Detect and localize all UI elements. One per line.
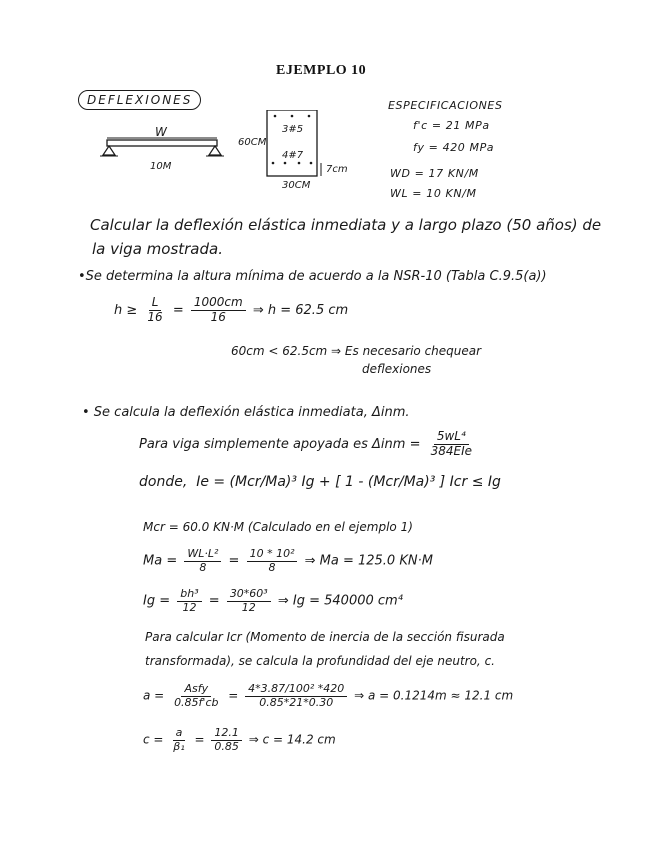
fraction-num: L: [149, 296, 162, 311]
beam-body: [107, 140, 217, 146]
check-text: 60cm < 62.5cm ⇒ Es necesario chequear: [231, 344, 482, 358]
fraction-den: 0.85: [214, 739, 239, 753]
spec-fc: f'c = 21 MPa: [413, 119, 490, 132]
fraction-l-16: [144, 296, 165, 325]
bottom-bar: [284, 162, 287, 165]
ma-fraction-2: [247, 548, 298, 574]
fraction-num: bh³: [177, 588, 201, 602]
icr-line-1: Para calcular Icr (Momento de inercia de la sección fisurada: [145, 630, 505, 644]
icr-line-2: transformada), se calcula la profundidad del eje neutro, c.: [145, 654, 495, 668]
a-equation: a = $\frac{\text{Asfy}}{0.85f'cb}$ = $\frac{\text{4*3.87/100² *420}}{0.85*21*0.30}$ ⇒ a = 0.1214m ≈ 12.1 cm: [143, 682, 514, 709]
a-lhs: a =: [143, 688, 165, 703]
fraction-den: 0.85f'cb: [174, 695, 219, 709]
fraction-den: 12: [182, 600, 197, 614]
cover-label: 7cm: [326, 164, 348, 175]
section-label: DEFLEXIONES: [78, 90, 201, 110]
fraction-num: 4*3.87/100² *420: [245, 683, 347, 697]
deflection-fraction: [428, 430, 475, 459]
fraction-den: β₁: [173, 739, 185, 753]
bottom-bar: [310, 162, 313, 165]
right-support-icon: [209, 146, 221, 155]
fraction-num: 1000cm: [191, 296, 246, 311]
width-label: 30CM: [282, 180, 311, 191]
c-result: ⇒ c = 14.2 cm: [248, 732, 336, 747]
ma-lhs: Ma =: [143, 553, 178, 569]
fraction-den: 16: [147, 309, 163, 324]
ma-result: ⇒ Ma = 125.0 KN·M: [304, 553, 433, 569]
equals: =: [172, 302, 184, 318]
left-support-icon: [103, 146, 115, 155]
check-text-2: deflexiones: [362, 362, 432, 376]
fraction-den: 16: [210, 309, 226, 324]
fraction-num: 10 * 10²: [247, 548, 298, 562]
top-bar: [274, 115, 277, 118]
fraction-num: a: [173, 727, 186, 741]
ie-equation: [139, 474, 501, 490]
fraction-1000-16: [191, 296, 246, 325]
fraction-den: 384EIe: [430, 443, 473, 458]
step2-text: • Se calcula la deflexión elástica inmediata, Δinm.: [82, 405, 410, 420]
fraction-num: Asfy: [181, 683, 211, 697]
ig-result: ⇒ Ig = 540000 cm⁴: [277, 593, 403, 609]
ie-formula: Ie = (Mcr/Ma)³ Ig + [ 1 - (Mcr/Ma)³ ] Icr ≤ Ig: [196, 474, 501, 490]
intro-line-1: Calcular la deflexión elástica inmediata y a largo plazo (50 años) de: [90, 216, 602, 234]
top-bar: [291, 115, 294, 118]
donde-label: donde,: [139, 474, 188, 490]
spec-fy: fy = 420 MPa: [413, 141, 495, 154]
bottom-bar: [298, 162, 301, 165]
ma-fraction-1: [184, 548, 221, 574]
a-result: ⇒ a = 0.1214m ≈ 12.1 cm: [354, 688, 514, 703]
fraction-den: 8: [199, 560, 207, 574]
cross-section: [267, 110, 317, 176]
a-fraction-2: [245, 683, 347, 709]
fraction-num: WL·L²: [184, 548, 221, 562]
c-lhs: c =: [143, 732, 164, 747]
height-label: 60CM: [238, 137, 267, 148]
fraction-den: 8: [268, 560, 276, 574]
top-rebar-label: 3#5: [282, 124, 304, 135]
c-fraction-2: [211, 727, 242, 753]
ig-lhs: Ig =: [143, 593, 171, 609]
beam-figure: [95, 110, 385, 200]
top-bar: [308, 115, 311, 118]
page-title: EJEMPLO 10: [276, 63, 367, 78]
spec-wd: WD = 17 KN/M: [390, 167, 479, 180]
fraction-num: 30*60³: [227, 588, 271, 602]
fraction-den: 12: [241, 600, 256, 614]
deflection-text: Para viga simplemente apoyada es Δinm =: [139, 436, 421, 452]
c-fraction-1: [170, 727, 187, 753]
ig-fraction-1: [177, 588, 201, 614]
step1-text: •Se determina la altura mínima de acuerdo a la NSR-10 (Tabla C.9.5(a)): [78, 269, 547, 284]
bottom-bar: [272, 162, 275, 165]
load-label: W: [155, 125, 167, 139]
fraction-num: 12.1: [211, 727, 242, 741]
hmin-result: ⇒ h = 62.5 cm: [252, 302, 349, 318]
ma-equation: Ma = $\frac{\text{WL·L²}}{8}$ = $\frac{\text{10 * 10²}}{8}$ ⇒ Ma = 125.0 KN·M: [143, 547, 433, 574]
fraction-num: 5wL⁴: [434, 430, 469, 445]
hmin-equation: [114, 296, 348, 325]
ig-fraction-2: [227, 588, 271, 614]
spec-wl: WL = 10 KN/M: [390, 187, 477, 200]
hmin-lhs: h ≥: [114, 302, 138, 318]
c-equation: c = $\frac{a}{\text{β₁}}$ = $\frac{12.1}{0.85}$ ⇒ c = 14.2 cm: [143, 726, 336, 753]
fraction-den: 0.85*21*0.30: [259, 695, 334, 709]
span-label: 10M: [150, 161, 172, 172]
deflection-formula: [139, 430, 478, 459]
ig-equation: Ig = $\frac{\text{bh³}}{12}$ = $\frac{\text{30*60³}}{12}$ ⇒ Ig = 540000 cm⁴: [143, 587, 403, 614]
bottom-rebar-label: 4#7: [282, 150, 304, 161]
specs-heading: ESPECIFICACIONES: [388, 99, 503, 112]
intro-line-2: la viga mostrada.: [92, 240, 223, 258]
a-fraction-1: [171, 683, 221, 709]
mcr-line: Mcr = 60.0 KN·M (Calculado en el ejemplo 1): [143, 520, 413, 534]
